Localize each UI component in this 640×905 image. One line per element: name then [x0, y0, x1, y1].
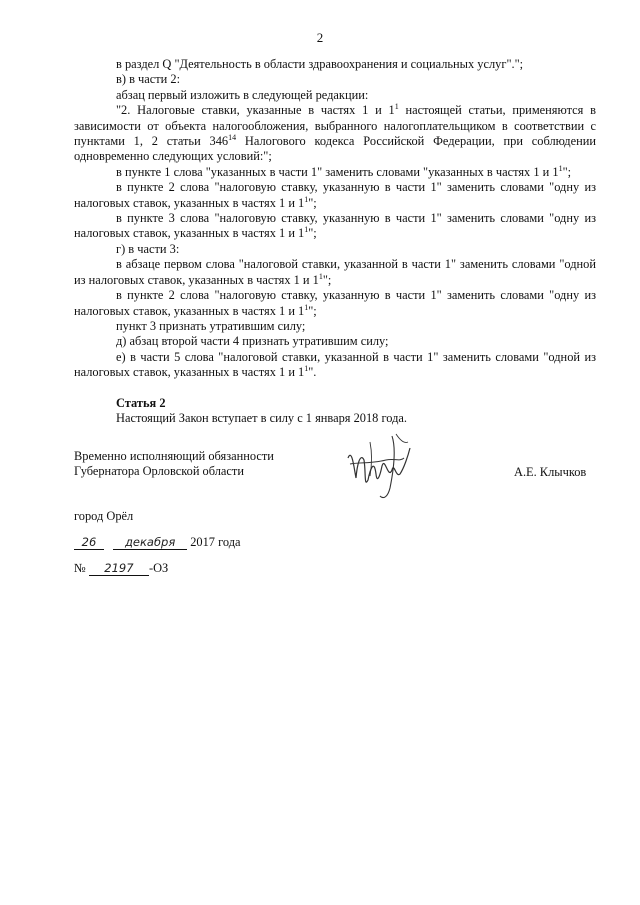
paragraph — [74, 88, 596, 103]
city-line: город Орёл — [74, 509, 134, 523]
superscript: 1 — [304, 302, 309, 312]
date-year: 2017 года — [190, 535, 241, 549]
date-month-field — [113, 536, 187, 550]
text-segment: в пункте 3 слова "налоговую ставку, указанную в части 1" заменить словами "одну из налоговых ставок, указанных в частях 1 и 1 — [74, 211, 596, 241]
date-month: декабря — [124, 535, 176, 549]
superscript: 1 — [558, 163, 563, 173]
handwritten-signature — [330, 418, 418, 508]
superscript: 1 — [304, 194, 309, 204]
text-segment: "; — [322, 272, 332, 287]
text-segment: Налогового кодекса Российской Федерации, при соблюдении одновременно следующих условий:"; — [74, 134, 596, 164]
text-segment: ". — [308, 365, 317, 380]
paragraph — [74, 257, 596, 288]
text-segment: "; — [308, 195, 317, 210]
text-segment: настоящей статьи, применяются в зависимости от объекта налогообложения, выбранного налогоплательщиком в соответствии с пунктами 1, 2 статьи 346 — [74, 103, 596, 149]
position-line-1: Временно исполняющий обязанности — [74, 449, 274, 463]
text-segment: д) абзац второй части 4 признать утратившим силу; — [116, 334, 389, 349]
paragraph — [74, 57, 596, 72]
superscript: 1 — [318, 271, 323, 281]
paragraph — [74, 350, 596, 381]
number-prefix: № — [74, 561, 86, 575]
text-segment: в) в части 2: — [116, 72, 181, 87]
text-segment: абзац первый изложить в следующей редакции: — [116, 87, 369, 102]
paragraph — [74, 242, 596, 257]
signatory-position — [74, 449, 274, 480]
text-segment: в раздел Q "Деятельность в области здравоохранения и социальных услуг"."; — [116, 57, 524, 71]
paragraph — [74, 211, 596, 242]
paragraph — [74, 334, 596, 349]
text-segment: в пункте 2 слова "налоговую ставку, указанную в части 1" заменить словами "одну из налоговых ставок, указанных в частях 1 и 1 — [74, 180, 596, 210]
text-segment: в пункте 2 слова "налоговую ставку, указанную в части 1" заменить словами "одну из налоговых ставок, указанных в частях 1 и 1 — [74, 288, 596, 318]
article-2-heading: Статья 2 — [116, 395, 166, 410]
date-line — [74, 535, 241, 550]
text-segment: "; — [562, 164, 572, 179]
text-segment: "; — [308, 303, 317, 318]
text-segment: "; — [308, 226, 317, 241]
superscript: 1 — [304, 364, 309, 373]
law-number-line — [74, 561, 168, 576]
signatory-name: А.Е. Клычков — [514, 465, 587, 479]
superscript: 14 — [228, 132, 237, 142]
position-line-2: Губернатора Орловской области — [74, 464, 244, 479]
date-day: 26 — [81, 535, 97, 549]
paragraph — [74, 165, 596, 180]
date-day-field — [74, 536, 104, 550]
superscript: 1 — [304, 225, 309, 235]
text-segment: е) в части 5 слова "налоговой ставки, указанной в части 1" заменить словами "одной из налоговых ставок, указанных в частях 1 и 1 — [74, 349, 596, 380]
amendment-paragraphs — [74, 57, 596, 381]
page-number: 2 — [316, 30, 324, 45]
number-value: 2197 — [104, 561, 134, 575]
text-segment: г) в части 3: — [116, 241, 180, 256]
number-suffix: -ОЗ — [148, 561, 169, 575]
paragraph — [74, 288, 596, 319]
article-2-text: Настоящий Закон вступает в силу с 1 января 2018 года. — [116, 410, 407, 425]
paragraph — [74, 72, 596, 87]
text-segment: в пункте 1 слова "указанных в части 1" заменить словами "указанных в частях 1 и 1 — [116, 164, 559, 179]
text-segment: в абзаце первом слова "налоговой ставки, указанной в части 1" заменить словами "одной из налоговых ставок, указанных в частях 1 и 1 — [74, 257, 596, 287]
superscript: 1 — [394, 102, 399, 112]
paragraph — [74, 103, 596, 165]
paragraph — [74, 319, 596, 334]
text-segment: пункт 3 признать утратившим силу; — [116, 318, 306, 333]
text-segment: "2. Налоговые ставки, указанные в частях 1 и 1 — [116, 103, 395, 118]
paragraph — [74, 180, 596, 211]
number-field — [89, 562, 149, 576]
document-body — [74, 57, 596, 426]
